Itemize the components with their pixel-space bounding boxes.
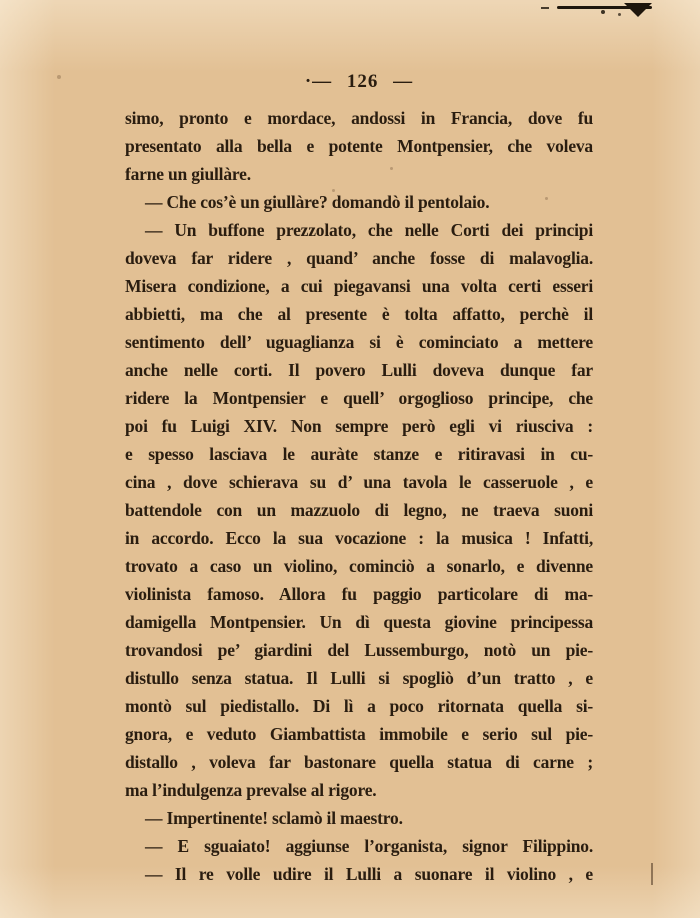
text-line: cina , dove schierava su d’ una tavola le casseruole , e <box>125 472 593 492</box>
text-line: — Il re volle udire il Lulli a suonare il violino , e <box>145 864 593 884</box>
text-line: damigella Montpensier. Un dì questa giovine principessa <box>125 612 593 632</box>
text-line: violinista famoso. Allora fu paggio particolare di ma- <box>125 584 593 604</box>
text-line: battendole con un mazzuolo di legno, ne traeva suoni <box>125 500 593 520</box>
page-number-header: ·— 126 — <box>304 71 414 92</box>
ink-dot-icon <box>601 10 605 14</box>
ink-dot-icon <box>618 13 621 16</box>
text-line: in accordo. Ecco la sua vocazione : la musica ! Infatti, <box>125 528 593 548</box>
text-line: — Impertinente! sclamò il maestro. <box>145 808 403 828</box>
text-line: poi fu Luigi XIV. Non sempre però egli vi riusciva : <box>125 416 593 436</box>
text-line: trovandosi pe’ giardini del Lussemburgo, notò un pie- <box>125 640 593 660</box>
ink-tick-icon <box>651 863 653 885</box>
text-line: distullo senza statua. Il Lulli si spogliò d’un tratto , e <box>125 668 593 688</box>
ink-smudge-blob-icon <box>624 3 652 17</box>
ink-smudge-dash-icon <box>541 7 549 9</box>
text-line: Misera condizione, a cui piegavansi una volta certi esseri <box>125 276 593 296</box>
text-line: ma l’indulgenza prevalse al rigore. <box>125 780 377 800</box>
text-line: — Un buffone prezzolato, che nelle Corti dei principi <box>145 220 593 240</box>
text-line: trovato a caso un violino, cominciò a sonarlo, e divenne <box>125 556 593 576</box>
text-line: farne un giullàre. <box>125 164 251 184</box>
text-line: simo, pronto e mordace, andossi in Francia, dove fu <box>125 108 593 128</box>
text-line: doveva far ridere , quand’ anche fosse di malavoglia. <box>125 248 593 268</box>
text-line: abbietti, ma che al presente è tolta affatto, perchè il <box>125 304 593 324</box>
text-line: presentato alla bella e potente Montpensier, che voleva <box>125 136 593 156</box>
text-line: distallo , voleva far bastonare quella statua di carne ; <box>125 752 593 772</box>
page-text <box>125 104 593 888</box>
text-line: e spesso lasciava le auràte stanze e ritiravasi in cu- <box>125 444 593 464</box>
text-line: anche nelle corti. Il povero Lulli doveva dunque far <box>125 360 593 380</box>
paper-speckle-icon <box>57 75 61 79</box>
text-line: sentimento dell’ uguaglianza si è cominciato a mettere <box>125 332 593 352</box>
text-line: — Che cos’è un giullàre? domandò il pentolaio. <box>145 192 490 212</box>
text-line: gnora, e veduto Giambattista immobile e serio sul pie- <box>125 724 593 744</box>
text-line: ridere la Montpensier e quell’ orgoglioso principe, che <box>125 388 593 408</box>
text-line: montò sul piedistallo. Di lì a poco ritornata quella si- <box>125 696 593 716</box>
text-line: — E sguaiato! aggiunse l’organista, signor Filippino. <box>145 836 593 856</box>
